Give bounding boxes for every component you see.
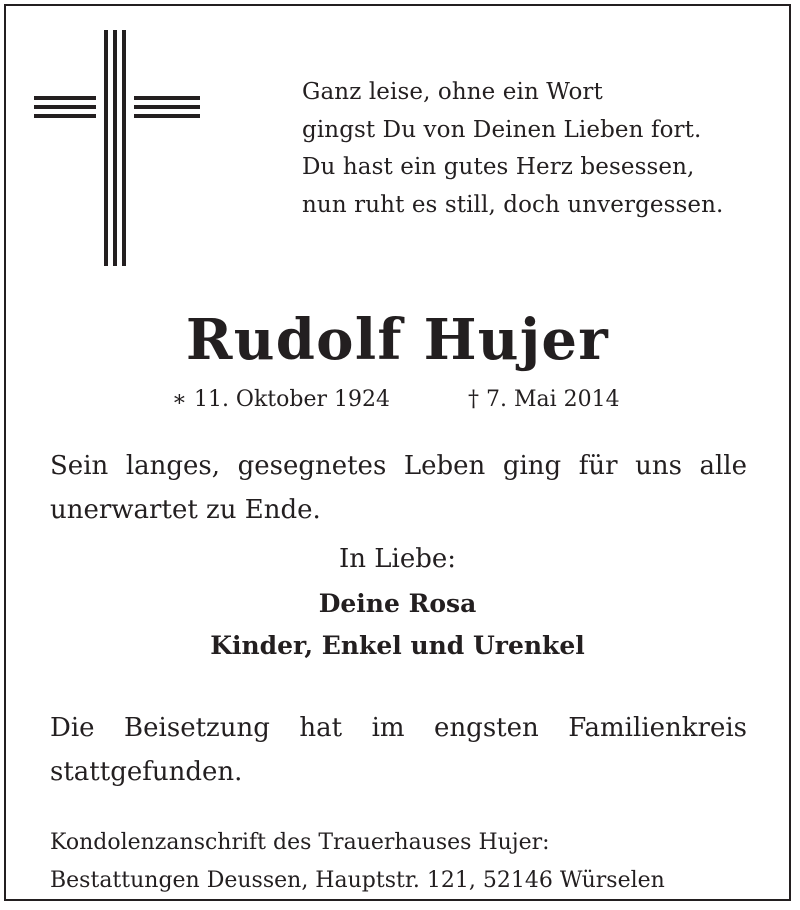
mourner-spouse: Deine Rosa bbox=[318, 589, 477, 618]
verse-line: nun ruht es still, doch unvergessen. bbox=[302, 191, 724, 218]
condolence-line: Bestattungen Deussen, Hauptstr. 121, 52146 Würselen bbox=[50, 868, 665, 893]
deceased-name: Rudolf Hujer bbox=[185, 307, 610, 373]
memorial-verse bbox=[302, 74, 723, 224]
condolence-line: Kondolenzanschrift des Trauerhauses Hujer: bbox=[50, 830, 550, 855]
death-date: † 7. Mai 2014 bbox=[468, 387, 620, 412]
mourners-intro: In Liebe: bbox=[338, 544, 457, 574]
birth-date: ∗ 11. Oktober 1924 bbox=[172, 387, 390, 412]
obituary-notice bbox=[4, 4, 791, 901]
mourner-family: Kinder, Enkel und Urenkel bbox=[210, 631, 585, 660]
condolence-address bbox=[50, 824, 665, 900]
burial-note: Die Beisetzung hat im engsten Familienkreis stattgefunden. bbox=[50, 713, 747, 787]
message-text: Sein langes, gesegnetes Leben ging für uns alle unerwartet zu Ende. bbox=[50, 451, 747, 525]
cross-icon bbox=[34, 30, 200, 266]
verse-line: Ganz leise, ohne ein Wort bbox=[302, 79, 603, 105]
verse-line: gingst Du von Deinen Lieben fort. bbox=[302, 116, 702, 143]
verse-line: Du hast ein gutes Herz besessen, bbox=[302, 154, 695, 180]
